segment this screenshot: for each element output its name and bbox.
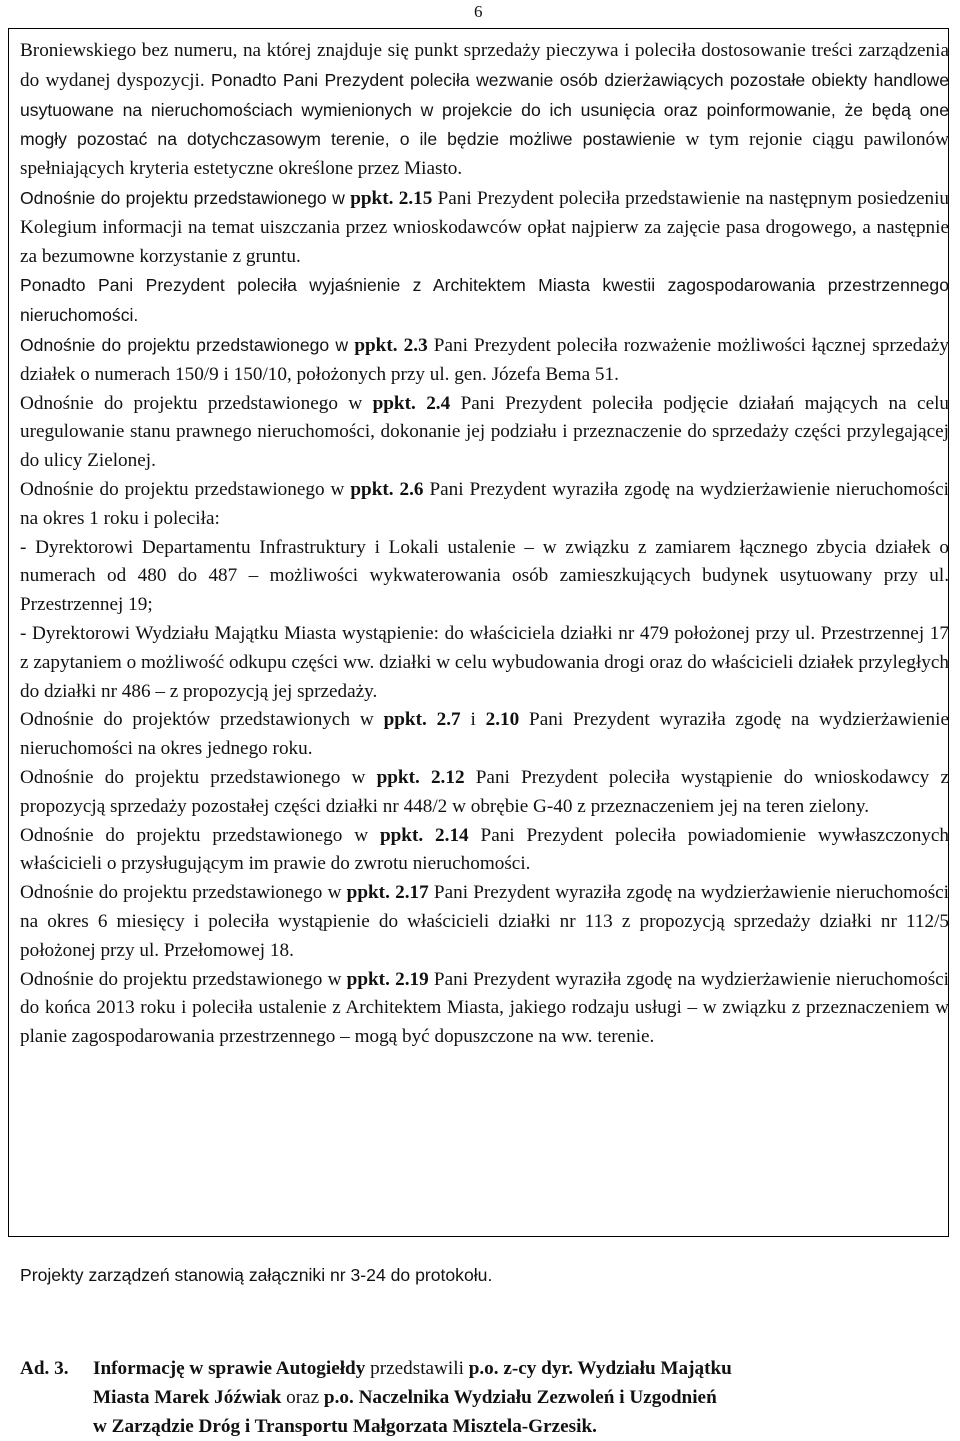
agenda-line-1 bbox=[20, 1355, 949, 1384]
paragraph-5 bbox=[20, 390, 949, 476]
agenda-line-2 bbox=[20, 1384, 949, 1413]
p9-prefix: Odnośnie do projektów przedstawionych w bbox=[20, 709, 384, 731]
p12-ref: ppkt. 2.17 bbox=[346, 882, 429, 904]
p6-prefix: Odnośnie do projektu przedstawionego w bbox=[20, 478, 351, 500]
paragraph-1 bbox=[20, 37, 949, 184]
p1-lead: Broniewskiego bez numeru, na której znajduje się punkt sprzedaży pieczywa i poleciła dostosowanie treści zarządzenia do wydanej dyspozycji. bbox=[20, 40, 949, 91]
agenda-item-3 bbox=[20, 1355, 949, 1441]
attachments-note: Projekty zarządzeń stanowią załączniki nr 3-24 do protokołu. bbox=[20, 1265, 493, 1285]
paragraph-4 bbox=[20, 331, 949, 390]
p2-prefix: Odnośnie do projektu przedstawionego w bbox=[20, 187, 351, 208]
p1-tail: w tym rejonie ciągu pawilonów spełniających kryteria estetyczne określone przez Miasto. bbox=[20, 129, 949, 180]
paragraph-7: - Dyrektorowi Departamentu Infrastruktury i Lokali ustalenie – w związku z zamiarem łącznego zbycia działek o numerach od 480 do 487 – możliwości wykwaterowania osób zamieszkujących budynek usytuowany przy ul. Przestrzennej 19; bbox=[20, 536, 949, 616]
agenda-l2-normal: oraz bbox=[281, 1386, 324, 1408]
p11-ref: ppkt. 2.14 bbox=[379, 824, 469, 846]
p4-ref: ppkt. 2.3 bbox=[354, 334, 428, 356]
agenda-l2-bold2: p.o. Naczelnika Wydziału Zezwoleń i Uzgodnień bbox=[323, 1386, 717, 1408]
p10-text: Pani Prezydent poleciła wystąpienie do wnioskodawcy z propozycją sprzedaży pozostałej części działki nr 448/2 w obrębie G-40 z przeznaczeniem jej na teren zielony. bbox=[20, 766, 949, 817]
agenda-l1-bold2: p.o. z-cy dyr. Wydziału Majątku bbox=[468, 1358, 732, 1379]
p10-prefix: Odnośnie do projektu przedstawionego w bbox=[20, 766, 377, 788]
paragraph-6 bbox=[20, 476, 949, 534]
p9-ref-2: 2.10 bbox=[485, 709, 520, 731]
p13-prefix: Odnośnie do projektu przedstawionego w bbox=[20, 968, 347, 990]
p6-ref: ppkt. 2.6 bbox=[350, 478, 424, 500]
paragraph-10 bbox=[20, 764, 949, 822]
p13-text: Pani Prezydent wyraziła zgodę na wydzierżawienie nieruchomości do końca 2013 roku i poleciła ustalenie z Architektem Miasta, jakiego rodzaju usługi – w związku z przeznaczeniem w planie zagospodarowania przestrzennego – mogą być dopuszczone na ww. terenie. bbox=[20, 968, 950, 1048]
p2-text: Pani Prezydent poleciła przedstawienie na następnym posiedzeniu Kolegium informacji na temat uiszczania przez wnioskodawców opłat najpierw za zajęcie pasa drogowego, a następnie za bezumowne korzystanie z gruntu. bbox=[20, 187, 950, 267]
p11-text: Pani Prezydent poleciła powiadomienie wywłaszczonych właścicieli o przysługującym im prawie do zwrotu nieruchomości. bbox=[20, 824, 949, 875]
p12-text: Pani Prezydent wyraziła zgodę na wydzierżawienie nieruchomości na okres 6 miesięcy i poleciła wystąpienie do właścicieli działki nr 113 z propozycją sprzedaży działki nr 112/5 położonej przy ul. Przełomowej 18. bbox=[20, 882, 950, 961]
paragraph-2 bbox=[20, 184, 949, 271]
agenda-l1-bold: Informację w sprawie Autogiełdy bbox=[93, 1358, 366, 1379]
p9-ref-1: ppkt. 2.7 bbox=[383, 709, 461, 731]
p4-prefix: Odnośnie do projektu przedstawionego w bbox=[20, 334, 355, 355]
p10-ref: ppkt. 2.12 bbox=[376, 766, 465, 788]
p9-text: Pani Prezydent wyraziła zgodę na wydzierżawienie nieruchomości na okres jednego roku. bbox=[20, 709, 949, 760]
p2-ref: ppkt. 2.15 bbox=[350, 187, 433, 209]
agenda-label: Ad. 3. bbox=[20, 1358, 69, 1379]
paragraph-11 bbox=[20, 822, 949, 880]
p1-sans: Ponadto Pani Prezydent poleciła wezwanie osób dzierżawiących pozostałe obiekty handlowe usytuowane na nieruchomościach wymienionych w projekcie do ich usunięcia oraz poinformowanie, że będą one mogły pozostać na dotychczasowym terenie, o ile będzie możliwe postawienie bbox=[20, 69, 949, 150]
p5-prefix: Odnośnie do projektu przedstawionego w bbox=[20, 392, 373, 414]
paragraph-8: - Dyrektorowi Wydziału Majątku Miasta wystąpienie: do właściciela działki nr 479 położonej przy ul. Przestrzennej 17 z zapytaniem o możliwość odkupu części ww. działki w celu wybudowania drogi oraz do właścicieli działek przyległych do działki nr 486 – z propozycją jej sprzedaży. bbox=[20, 622, 949, 702]
agenda-l1-normal: przedstawili bbox=[365, 1358, 469, 1379]
p13-ref: ppkt. 2.19 bbox=[346, 968, 429, 990]
p5-ref: ppkt. 2.4 bbox=[372, 392, 451, 414]
p4-text: Pani Prezydent poleciła rozważenie możliwości łącznej sprzedaży działek o numerach 150/9 i 150/10, położonych przy ul. gen. Józefa Bema 51. bbox=[20, 334, 950, 385]
p9-mid: i bbox=[460, 709, 486, 731]
p12-prefix: Odnośnie do projektu przedstawionego w bbox=[20, 882, 347, 904]
paragraph-9 bbox=[20, 706, 949, 764]
paragraph-3 bbox=[20, 271, 949, 331]
p3-text: Ponadto Pani Prezydent poleciła wyjaśnienie z Architektem Miasta kwestii zagospodarowania przestrzennego nieruchomości. bbox=[20, 275, 949, 326]
p6-text: Pani Prezydent wyraziła zgodę na wydzierżawienie nieruchomości na okres 1 roku i poleciła: bbox=[20, 478, 949, 529]
agenda-l2-bold: Miasta Marek Jóźwiak bbox=[93, 1386, 282, 1408]
p11-prefix: Odnośnie do projektu przedstawionego w bbox=[20, 824, 380, 846]
p5-text: Pani Prezydent poleciła podjęcie działań mających na celu uregulowanie stanu prawnego nieruchomości, dokonanie jej podziału i przeznaczenie do sprzedaży części przylegającej do ulicy Zielonej. bbox=[20, 392, 950, 472]
page-number: 6 bbox=[474, 2, 483, 21]
boxed-section-text bbox=[20, 37, 949, 1052]
paragraph-13 bbox=[20, 966, 949, 1052]
paragraph-12 bbox=[20, 879, 949, 965]
agenda-line-3: w Zarządzie Dróg i Transportu Małgorzata Misztela-Grzesik. bbox=[93, 1415, 597, 1437]
